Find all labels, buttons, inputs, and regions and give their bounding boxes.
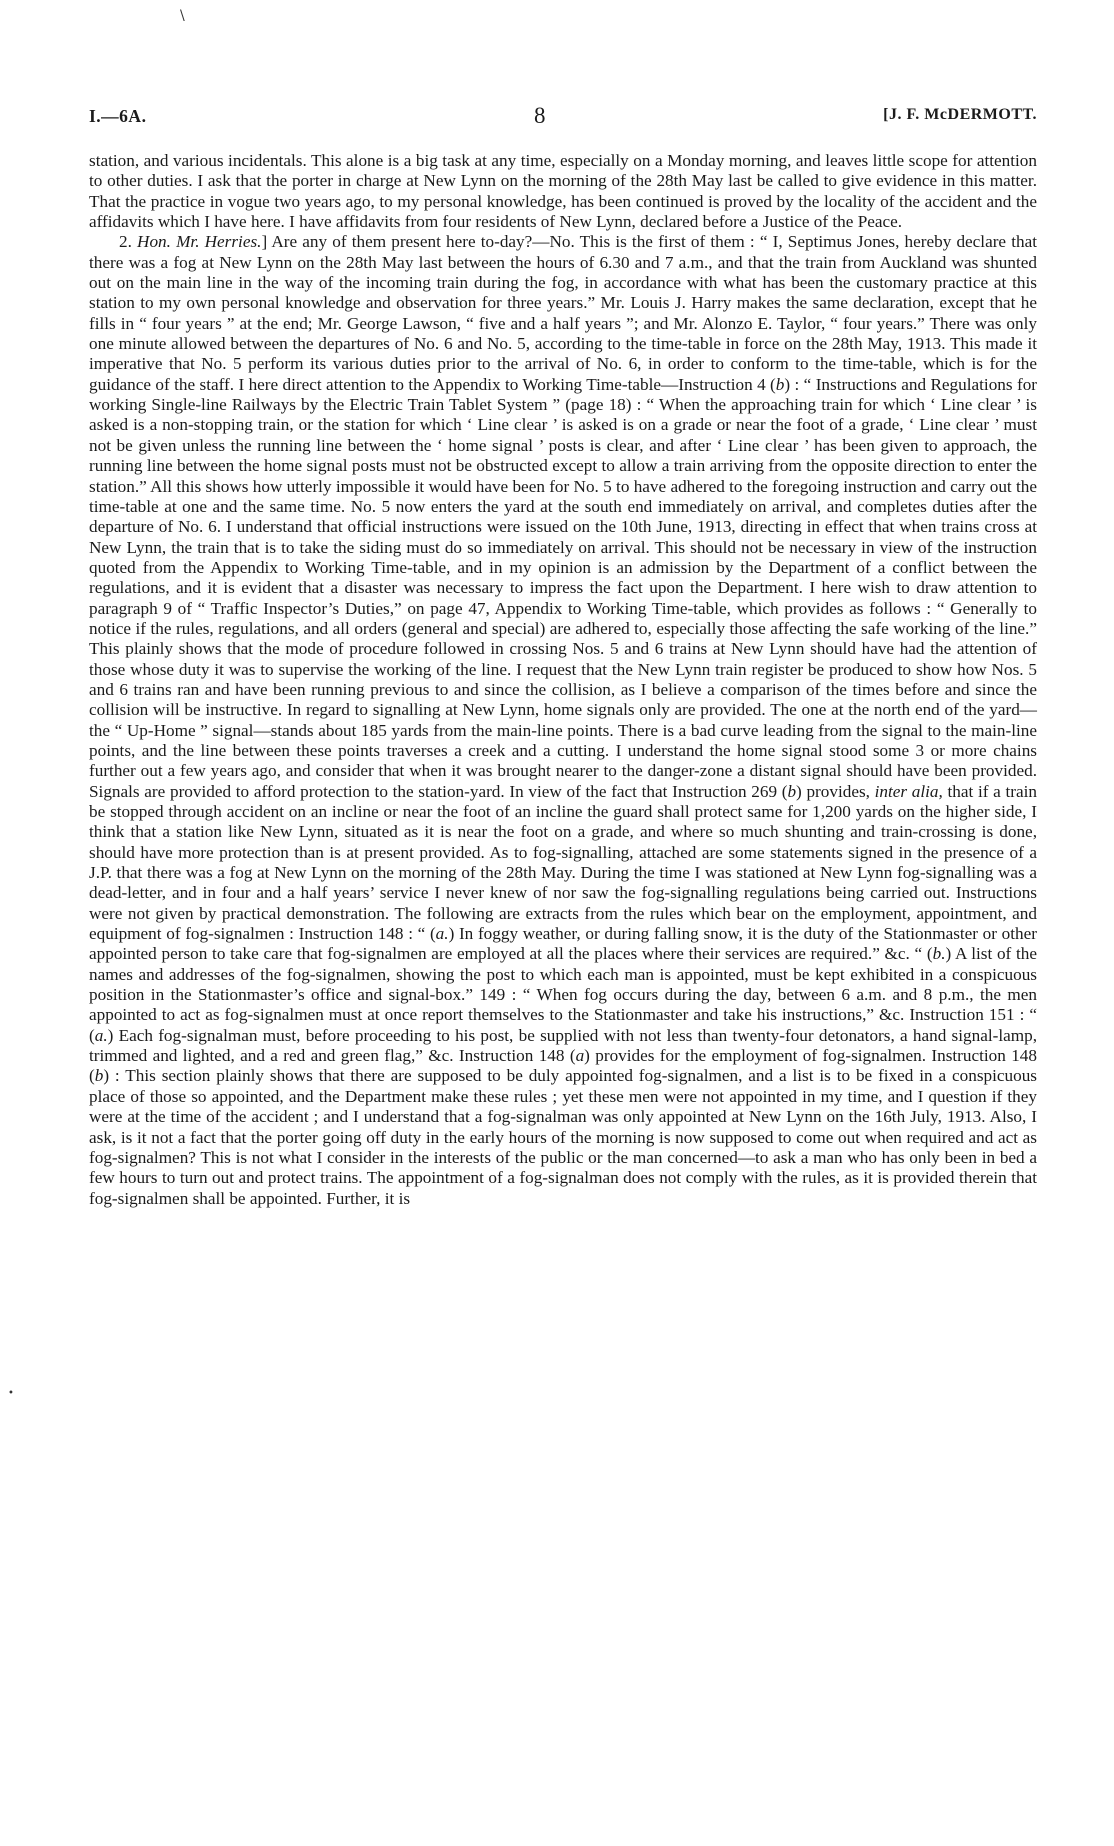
page-number: 8 (534, 103, 546, 128)
paragraph-number: 2. (119, 232, 138, 252)
text-segment: ) provides, (796, 781, 875, 801)
italic-letter: b. (932, 944, 946, 964)
text-segment: ) Each fog-signalman must, before proceeding to his post, be supplied with not less than twenty-four detonators, a hand signal-lamp, trimmed and lighted, and a red and green flag,” &c. Instruction 148 ( (89, 1025, 1037, 1066)
italic-letter: a. (94, 1025, 108, 1045)
speaker: Hon. Mr. Herries. (137, 232, 262, 252)
text-segment: ) : “ Instructions and Regulations for working Single-line Railways by the Electric Train Tablet System ” (page 18) : “ When the approaching train for which ‘ Line clear ’ is asked is a non-stopping train, or the station for which ‘ Line clear ’ is asked is on a grade or near the foot of a grade, ‘ Line clear ’ must not be given unless the running line between the ‘ home signal ’ posts is clear, and after ‘ Line clear ’ has been given to approach, the running line between the home signal posts must not be obstructed except to allow a train arriving from the opposite direction to enter the station.” All this shows how utterly impossible it would have been for No. 5 to have adhered to the foregoing instruction and carry out the time-table at one and the same time. No. 5 now enters the yard at the south end immediately on arrival, and completes duties after the departure of No. 6. I understand that official instructions were issued on the 10th June, 1913, directing in effect that when trains cross at New Lynn, the train that is to take the siding must do so immediately on arrival. This should not be necessary in view of the instruction quoted from the Appendix to Working Time-table, and in my opinion is an admission by the Department of a conflict between the regulations, and it is evident that a disaster was necessary to impress the fact upon the Department. I here wish to draw attention to paragraph 9 of “ Traffic Inspector’s Duties,” on page 47, Appendix to Working Time-table, which provides as follows : “ Generally to notice if the rules, regulations, and all orders (general and special) are adhered to, especially those affecting the safe working of the line.” This plainly shows that the mode of procedure followed in crossing Nos. 5 and 6 trains at New Lynn should have had the attention of those whose duty it was to supervise the working of the line. I request that the New Lynn train register be produced to show how Nos. 5 and 6 trains ran and have been running previous to and since the collision, as I believe a comparison of the times before and since the collision will be instructive. In regard to signalling at New Lynn, home signals only are provided. The one at the north end of the yard—the “ Up-Home ” signal—stands about 185 yards from the main-line points. There is a bad curve leading from the signal to the main-line points, and the line between these points traverses a creek and a cutting. I understand the home signal stood some 3 or more chains further out a few years ago, and consider that when it was brought nearer to the danger-zone a distant signal should have been provided. Signals are provided to afford protection to the station-yard. In view of the fact that Instruction 269 ( (89, 374, 1038, 801)
italic-letter: a. (435, 924, 449, 944)
text-segment: that if a train be stopped through accident on an incline or near the foot of an incline the guard shall protect same for 1,200 yards on the higher side, I think that a station like New Lynn, situated as it is near the foot on a grade, and where so much shunting and train-crossing is done, should have more protection than is at present provided. As to fog-signalling, attached are some statements signed in the presence of a J.P. that there was a fog at New Lynn on the morning of the 28th May. During the time I was stationed at New Lynn fog-signalling was a dead-letter, and in four and a half years’ service I never knew of nor saw the fog-signalling regulations being carried out. Instructions were not given by practical demonstration. The following are extracts from the rules which bear on the employment, appointment, and equipment of fog-signalmen : Instruction 148 : “ ( (89, 781, 1037, 944)
text-segment: ) In foggy weather, or during falling snow, it is the duty of the Stationmaster or other appointed person to take care that fog-signalmen are employed at all the places where their services are required.” &c. “ ( (89, 924, 1037, 964)
text-segment: ) : This section plainly shows that there are supposed to be duly appointed fog-signalmen, and a list is to be fixed in a conspicuous place of those so appointed, and the Department make these rules ; yet these men were not appointed in my time, and I question if they were at the time of the accident ; and I understand that a fog-signalman was only appointed at New Lynn on the 16th July, 1913. Also, I ask, is it not a fact that the porter going off duty in the early hours of the morning is now supposed to come out when required and act as fog-signalmen? This is not what I consider in the interests of the public or the man concerned—to ask a man who has only been in bed a few hours to turn out and protect trains. The appointment of a fog-signalman does not comply with the rules, as it is provided therein that fog-signalmen shall be appointed. Further, it is (89, 1066, 1037, 1208)
paragraph-1: station, and various incidentals. This alone is a big task at any time, especially on a Monday morning, and leaves little scope for attention to other duties. I ask that the porter in charge at New Lynn on the morning of the 28th May last be called to give evidence in this matter. That the practice in vogue two years ago, to my personal knowledge, has been continued is proved by the locality of the accident and the affidavits which I have here. I have affidavits from four residents of New Lynn, declared before a Justice of the Peace. (89, 151, 1037, 232)
italic-phrase: inter alia, (874, 781, 943, 801)
italic-letter: b (94, 1066, 104, 1086)
paragraph-2 (89, 232, 1037, 1209)
stray-mark: \ (180, 8, 185, 24)
text-segment: ) A list of the names and addresses of the fog-signalmen, showing the post to which each man is appointed, must be kept exhibited in a conspicuous position in the Stationmaster’s office and signal-box.” 149 : “ When fog occurs during the day, between 6 a.m. and 8 p.m., the men appointed to act as fog-signalmen must at once report themselves to the Stationmaster and take his instructions,” &c. Instruction 151 : “ ( (89, 944, 1037, 1045)
document-body (89, 151, 1037, 1209)
italic-letter: a (575, 1046, 585, 1066)
margin-dot: • (8, 1388, 14, 1399)
page-header (89, 103, 1037, 132)
italic-letter: b (775, 374, 785, 394)
italic-letter: b (787, 781, 797, 801)
paper-number: I.—6A. (89, 106, 147, 126)
text-segment: ] Are any of them present here to-day?—No. This is the first of them : “ I, Septimus Jones, hereby declare that there was a fog at New Lynn on the 28th May last between the hours of 6.30 and 7 a.m., and that the train from Auckland was shunted out on the main line in the way of the incoming train during the fog, in accordance with what has been the customary practice at this station to my own personal knowledge and observation for three years.” Mr. Louis J. Harry makes the same declaration, except that he fills in “ four years ” at the end; Mr. George Lawson, “ five and a half years ”; and Mr. Alonzo E. Taylor, “ four years.” There was only one minute allowed between the departures of No. 6 and No. 5, according to the time-table in force on the 28th May, 1913. This made it imperative that No. 5 perform its various duties prior to the arrival of No. 6, in order to conform to the time-table, which is for the guidance of the staff. I here direct attention to the Appendix to Working Time-table—Instruction 4 ( (89, 232, 1037, 394)
witness-name: [J. F. McDERMOTT. (883, 106, 1037, 123)
text-segment: ) provides for the employment of fog-signalmen. Instruction 148 ( (89, 1046, 1037, 1086)
